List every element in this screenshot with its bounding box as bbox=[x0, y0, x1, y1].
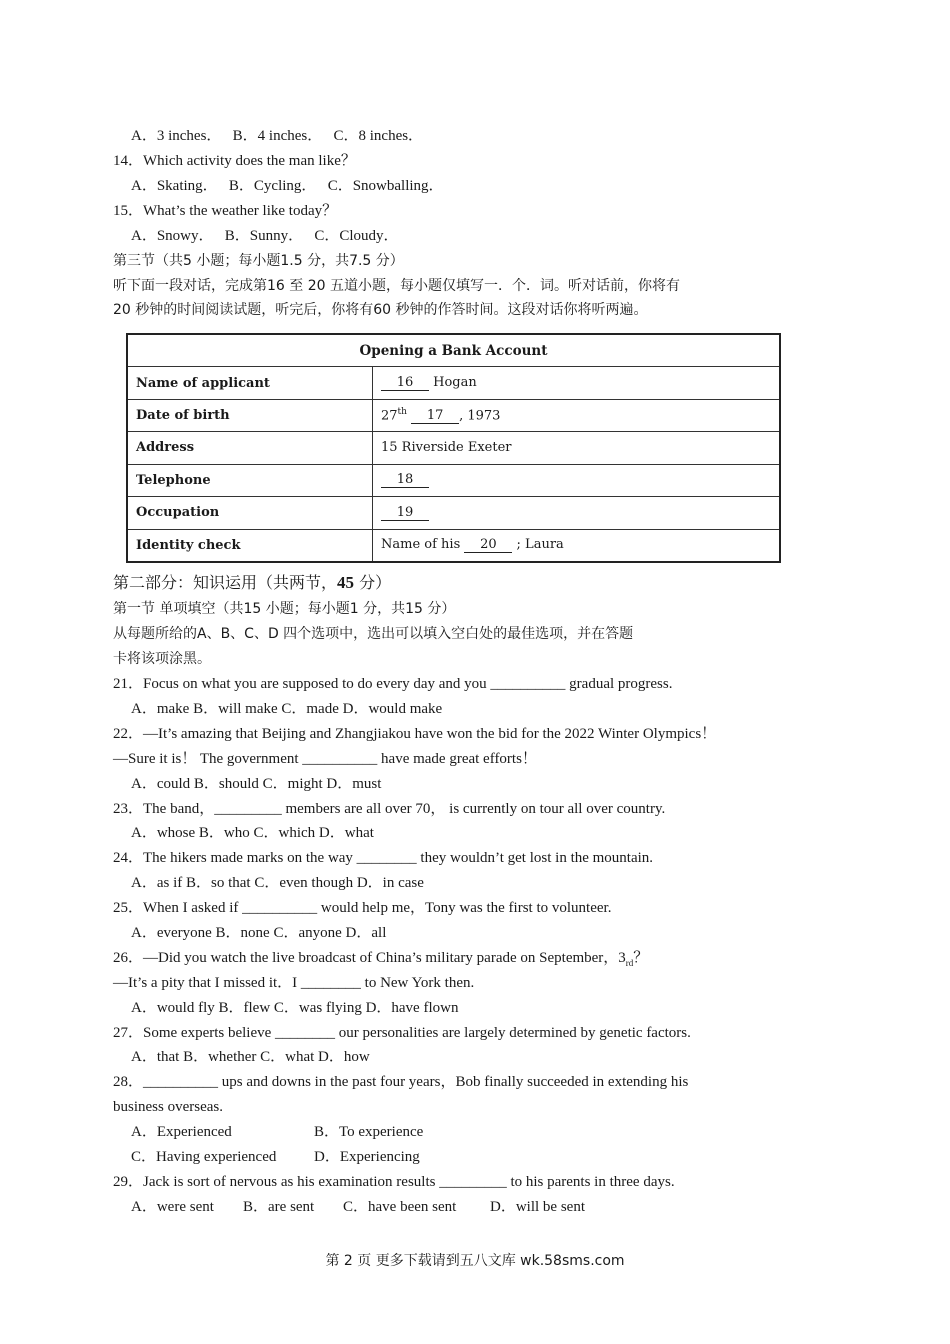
bank-account-form bbox=[126, 333, 781, 563]
q22-options: A．could B．should C．might D．must bbox=[131, 776, 382, 792]
part2-header-text: 第二部分：知识运用（共两节， bbox=[113, 573, 338, 592]
q28-option-d: D．Experiencing bbox=[314, 1149, 420, 1165]
form-row bbox=[127, 497, 780, 529]
form-row bbox=[127, 367, 780, 399]
q28-option-a: A．Experienced bbox=[131, 1124, 232, 1140]
q21-options: A．make B．will make C．made D．would make bbox=[131, 701, 443, 717]
q29-option-c: C．have been sent bbox=[343, 1199, 457, 1215]
q15-option-c: C．Cloudy． bbox=[314, 228, 399, 244]
section3-header: 第三节（共5 小题；每小题1.5 分，共7.5 分） bbox=[113, 253, 404, 269]
form-value-text: 27 bbox=[381, 408, 398, 424]
form-value-text: , 1973 bbox=[459, 408, 501, 424]
q29-stem: 29．Jack is sort of nervous as his examination results _________ to his parents in three days. bbox=[113, 1174, 675, 1190]
form-value-sup: th bbox=[397, 406, 407, 417]
form-row bbox=[127, 399, 780, 431]
q15-options bbox=[131, 226, 399, 246]
q26-stem-end: ？ bbox=[633, 950, 649, 966]
q14-stem: 14．Which activity does the man like？ bbox=[113, 153, 356, 169]
q14-options bbox=[131, 176, 444, 196]
form-value bbox=[373, 399, 781, 431]
q28-line2: business overseas. bbox=[113, 1099, 223, 1115]
q22-stem: 22．—It’s amazing that Beijing and Zhangjiakou have won the bid for the 2022 Winter Olympics！ bbox=[113, 726, 717, 742]
q29-option-b: B．are sent bbox=[243, 1199, 315, 1215]
q25-stem: 25．When I asked if __________ would help me，Tony was the first to volunteer. bbox=[113, 900, 612, 916]
page-footer: 第 2 页 更多下载请到五八文库 wk.58sms.com bbox=[325, 1253, 625, 1269]
q28-option-b: B．To experience bbox=[314, 1124, 424, 1140]
form-row bbox=[127, 464, 780, 496]
q28-stem: 28．__________ ups and downs in the past four years，Bob finally succeeded in extending his bbox=[113, 1074, 689, 1090]
q26-line2: —It’s a pity that I missed it．I ________ to New York then. bbox=[113, 975, 475, 991]
q26-ordinal: rd bbox=[625, 958, 634, 968]
form-label: Address bbox=[127, 432, 373, 464]
q23-stem: 23．The band，_________ members are all over 70， is currently on tour all over country. bbox=[113, 801, 666, 817]
q29-option-d: D．will be sent bbox=[490, 1199, 585, 1215]
form-value bbox=[373, 497, 781, 529]
blank-18[interactable]: 18 bbox=[381, 472, 429, 488]
form-label: Name of applicant bbox=[127, 367, 373, 399]
form-value bbox=[373, 367, 781, 399]
blank-16[interactable]: 16 bbox=[381, 375, 429, 391]
form-value-text: ; Laura bbox=[516, 537, 564, 553]
part2-instruction-2: 卡将该项涂黑。 bbox=[113, 651, 211, 667]
form-value-text: Hogan bbox=[433, 375, 477, 391]
q15-option-a: A．Snowy． bbox=[131, 228, 214, 244]
q13-option-b: B．4 inches． bbox=[232, 128, 323, 144]
q26-options: A．would fly B．flew C．was flying D．have flown bbox=[131, 1000, 459, 1016]
blank-19[interactable]: 19 bbox=[381, 505, 429, 521]
section3-instruction-2: 20 秒钟的时间阅读试题，听完后，你将有60 秒钟的作答时间。这段对话你将听两遍。 bbox=[113, 302, 648, 318]
form-label: Occupation bbox=[127, 497, 373, 529]
q29-option-a: A．were sent bbox=[131, 1199, 214, 1215]
part2-header bbox=[113, 573, 391, 593]
form-value bbox=[373, 464, 781, 496]
q13-option-c: C．8 inches． bbox=[333, 128, 424, 144]
part2-header-end: 分） bbox=[354, 573, 392, 592]
q29-options bbox=[131, 1197, 585, 1217]
blank-20[interactable]: 20 bbox=[464, 537, 512, 553]
q27-options: A．that B．whether C．what D．how bbox=[131, 1049, 370, 1065]
q28-options-row1 bbox=[131, 1122, 423, 1142]
form-title: Opening a Bank Account bbox=[127, 334, 780, 367]
form-value: 15 Riverside Exeter bbox=[373, 432, 781, 464]
q27-stem: 27．Some experts believe ________ our personalities are largely determined by genetic factors. bbox=[113, 1025, 691, 1041]
form-row bbox=[127, 432, 780, 464]
q28-option-c: C．Having experienced bbox=[131, 1149, 277, 1165]
form-value bbox=[373, 529, 781, 562]
blank-17[interactable]: 17 bbox=[411, 408, 459, 424]
q14-option-c: C．Snowballing． bbox=[327, 178, 444, 194]
q13-option-a: A．3 inches． bbox=[131, 128, 222, 144]
form-row bbox=[127, 529, 780, 562]
q25-options: A．everyone B．none C．anyone D．all bbox=[131, 925, 387, 941]
q14-option-a: A．Skating． bbox=[131, 178, 218, 194]
q28-options-row2 bbox=[131, 1147, 420, 1167]
q22-line2: —Sure it is！ The government __________ have made great efforts！ bbox=[113, 751, 537, 767]
q14-option-b: B．Cycling． bbox=[228, 178, 317, 194]
q26-stem bbox=[113, 948, 648, 973]
part2-score: 45 bbox=[337, 573, 355, 592]
q26-stem-text: 26．—Did you watch the live broadcast of China’s military parade on September，3 bbox=[113, 950, 626, 966]
section3-instruction-1: 听下面一段对话，完成第16 至 20 五道小题，每小题仅填写一．个．词。听对话前，你将有 bbox=[113, 278, 680, 294]
q24-stem: 24．The hikers made marks on the way ________ they wouldn’t get lost in the mountain. bbox=[113, 850, 654, 866]
q13-options bbox=[131, 126, 423, 146]
form-label: Date of birth bbox=[127, 399, 373, 431]
form-label: Telephone bbox=[127, 464, 373, 496]
q23-options: A．whose B．who C．which D．what bbox=[131, 825, 374, 841]
form-label: Identity check bbox=[127, 529, 373, 562]
q24-options: A．as if B．so that C．even though D．in case bbox=[131, 875, 424, 891]
form-value-text: Name of his bbox=[381, 537, 461, 553]
q21-stem: 21．Focus on what you are supposed to do every day and you __________ gradual progress. bbox=[113, 676, 673, 692]
q15-option-b: B．Sunny． bbox=[224, 228, 304, 244]
part2-section1: 第一节 单项填空（共15 小题；每小题1 分，共15 分） bbox=[113, 601, 456, 617]
part2-instruction-1: 从每题所给的A、B、C、D 四个选项中，选出可以填入空白处的最佳选项，并在答题 bbox=[113, 626, 634, 642]
q15-stem: 15．What’s the weather like today？ bbox=[113, 203, 338, 219]
